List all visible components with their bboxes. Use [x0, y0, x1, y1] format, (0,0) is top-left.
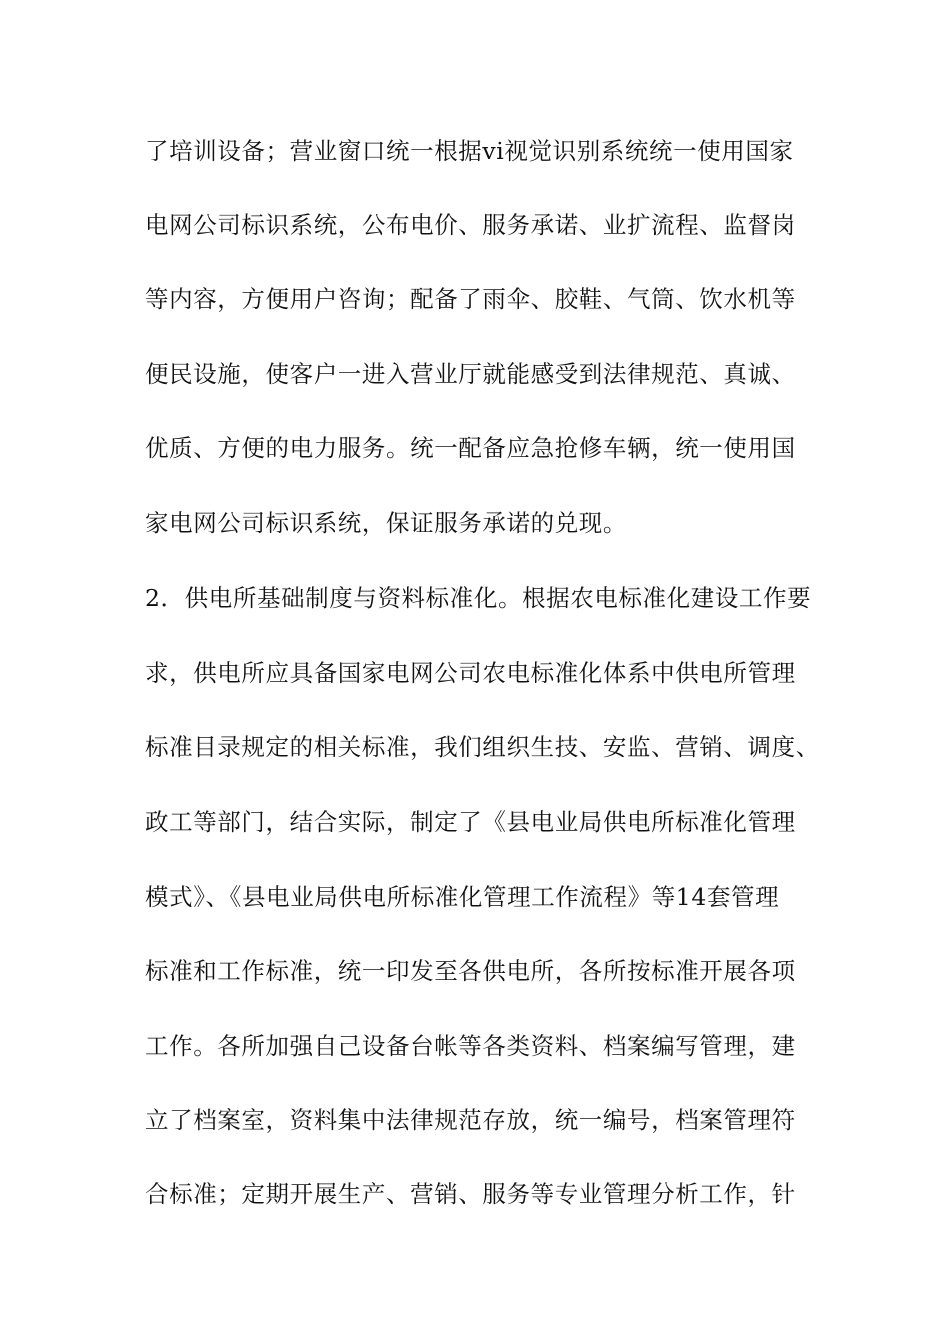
text-line: 2．供电所基础制度与资料标准化。根据农电标准化建设工作要: [145, 584, 812, 612]
text-line: 电网公司标识系统，公布电价、服务承诺、业扩流程、监督岗: [145, 211, 796, 239]
text-line: 求，供电所应具备国家电网公司农电标准化体系中供电所管理: [145, 659, 796, 687]
text-line: 便民设施，使客户一进入营业厅就能感受到法律规范、真诚、: [145, 360, 796, 388]
text-line: 了培训设备；营业窗口统一根据vi视觉识别系统统一使用国家: [145, 137, 794, 165]
text-line: 模式》、《县电业局供电所标准化管理工作流程》等14套管理: [145, 883, 780, 911]
text-line: 政工等部门，结合实际，制定了《县电业局供电所标准化管理: [145, 808, 796, 836]
text-line: 工作。各所加强自己设备台帐等各类资料、档案编写管理，建: [145, 1032, 796, 1060]
text-line: 优质、方便的电力服务。统一配备应急抢修车辆，统一使用国: [145, 434, 796, 462]
text-line: 家电网公司标识系统，保证服务承诺的兑现。: [145, 509, 627, 537]
text-line: 合标准；定期开展生产、营销、服务等专业管理分析工作，针: [145, 1180, 796, 1208]
text-line: 标准和工作标准，统一印发至各供电所，各所按标准开展各项: [145, 957, 796, 985]
text-line: 立了档案室，资料集中法律规范存放，统一编号，档案管理符: [145, 1106, 796, 1134]
text-line: 标准目录规定的相关标准，我们组织生技、安监、营销、调度、: [145, 733, 820, 761]
text-line: 等内容，方便用户咨询；配备了雨伞、胶鞋、气筒、饮水机等: [145, 285, 796, 313]
